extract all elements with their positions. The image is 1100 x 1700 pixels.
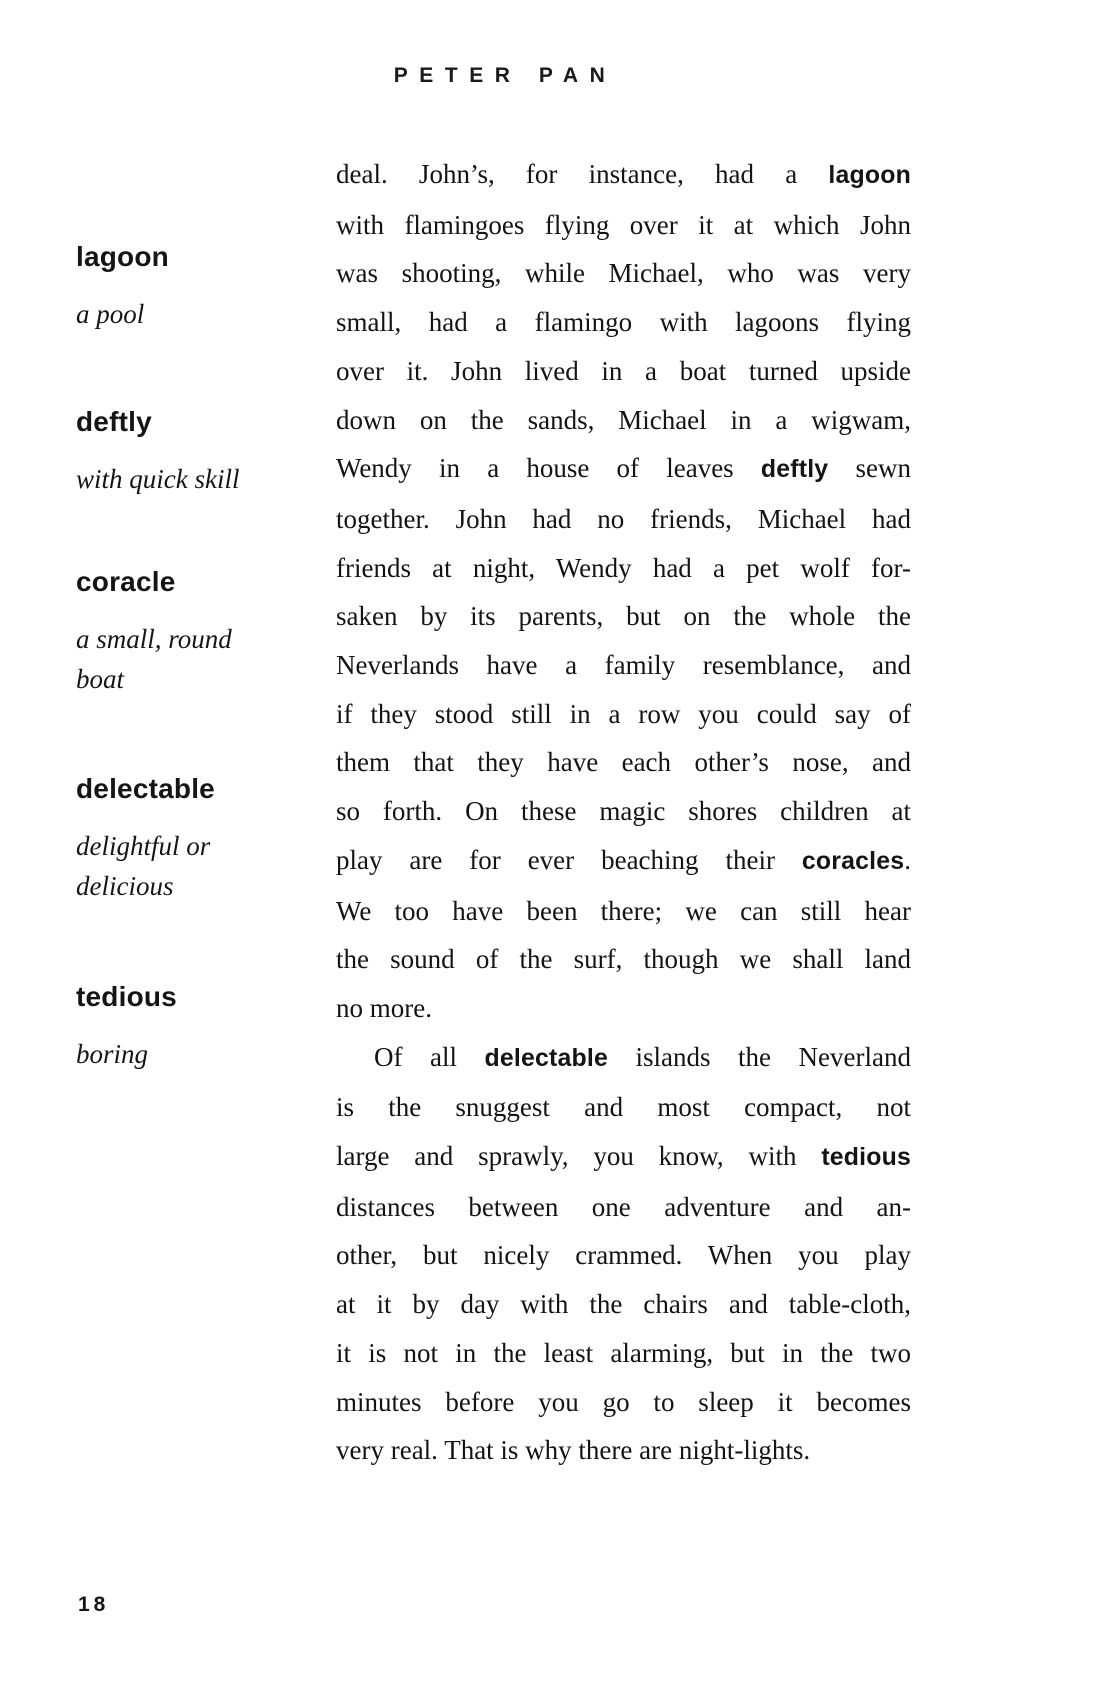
text-segment: . [904, 844, 911, 875]
text-segment: large and sprawly, you know, with [336, 1141, 822, 1172]
text-line [336, 150, 911, 201]
text-segment: together. John had no friends, Michael had [336, 503, 911, 534]
text-segment: is the snuggest and most compact, not [336, 1092, 911, 1123]
glossary-term: lagoon [76, 241, 169, 272]
vocab-word: delectable [484, 1044, 608, 1072]
glossary-term: deftly [76, 406, 152, 437]
glossary-entry [76, 980, 286, 1074]
text-line [336, 787, 911, 836]
glossary-definition: boring [76, 1039, 149, 1069]
text-segment: other, but nicely crammed. When you play [336, 1240, 911, 1271]
body-text [336, 150, 911, 1475]
text-segment: Of all [374, 1041, 485, 1072]
text-line [336, 738, 911, 787]
text-segment: distances between one adventure and an- [336, 1191, 911, 1222]
text-segment: minutes before you go to sleep it becomes [336, 1386, 911, 1417]
text-line [336, 1426, 911, 1475]
glossary-entry [76, 565, 286, 699]
text-line [336, 887, 911, 936]
text-segment: islands the Neverland [607, 1041, 911, 1072]
text-line [336, 984, 911, 1033]
text-line [336, 935, 911, 984]
text-segment: very real. That is why there are night-lights. [336, 1435, 811, 1466]
text-line [336, 1033, 911, 1084]
glossary-definition: delightful or delicious [76, 831, 211, 901]
glossary-entry [76, 405, 286, 499]
text-segment: saken by its parents, but on the whole the [336, 601, 911, 632]
text-line [336, 347, 911, 396]
text-line [336, 544, 911, 593]
glossary-definition: a pool [76, 299, 145, 329]
glossary-entry [76, 240, 286, 334]
glossary-term: tedious [76, 981, 177, 1012]
text-segment: the sound of the surf, though we shall land [336, 944, 911, 975]
page-number: 18 [78, 1593, 110, 1616]
text-segment: friends at night, Wendy had a pet wolf for- [336, 552, 911, 583]
text-segment: if they stood still in a row you could say of [336, 698, 911, 729]
text-segment: Neverlands have a family resemblance, and [336, 650, 911, 681]
glossary-term: coracle [76, 566, 176, 597]
text-line [336, 495, 911, 544]
text-line [336, 836, 911, 887]
text-segment: over it. John lived in a boat turned upside [336, 355, 911, 386]
vocab-word: deftly [760, 456, 829, 484]
text-segment: with flamingoes flying over it at which John [336, 209, 911, 240]
glossary-entry [76, 772, 286, 906]
text-line [336, 641, 911, 690]
running-head: PETER PAN [393, 64, 617, 87]
text-line [336, 592, 911, 641]
text-line [336, 1183, 911, 1232]
text-line [336, 1132, 911, 1183]
vocab-word: coracles [801, 847, 905, 875]
text-line [336, 1378, 911, 1427]
text-line [336, 396, 911, 445]
glossary-term: delectable [76, 773, 215, 804]
text-segment: so forth. On these magic shores children at [336, 796, 911, 827]
text-line [336, 690, 911, 739]
vocab-word: lagoon [828, 162, 911, 189]
text-segment: it is not in the least alarming, but in the two [336, 1337, 911, 1368]
text-segment: small, had a flamingo with lagoons flying [336, 307, 911, 338]
glossary-definition: with quick skill [76, 464, 240, 494]
text-line [336, 298, 911, 347]
text-segment: was shooting, while Michael, who was very [336, 258, 911, 289]
text-segment: no more. [336, 992, 432, 1023]
text-segment: sewn [828, 453, 911, 484]
text-line [336, 1280, 911, 1329]
text-segment: Wendy in a house of leaves [336, 453, 761, 484]
text-line [336, 1329, 911, 1378]
text-segment: down on the sands, Michael in a wigwam, [336, 404, 911, 435]
text-line [336, 444, 911, 495]
text-line [336, 249, 911, 298]
text-line [336, 1083, 911, 1132]
vocab-word: tedious [821, 1144, 911, 1172]
text-segment: play are for ever beaching their [336, 844, 802, 875]
text-segment: We too have been there; we can still hear [336, 895, 911, 926]
text-segment: at it by day with the chairs and table-cloth, [336, 1289, 911, 1320]
glossary-definition: a small, round boat [76, 624, 232, 694]
text-line [336, 201, 911, 250]
text-line [336, 1231, 911, 1280]
text-segment: them that they have each other’s nose, and [336, 747, 911, 778]
text-segment: deal. John’s, for instance, had a [336, 159, 829, 189]
